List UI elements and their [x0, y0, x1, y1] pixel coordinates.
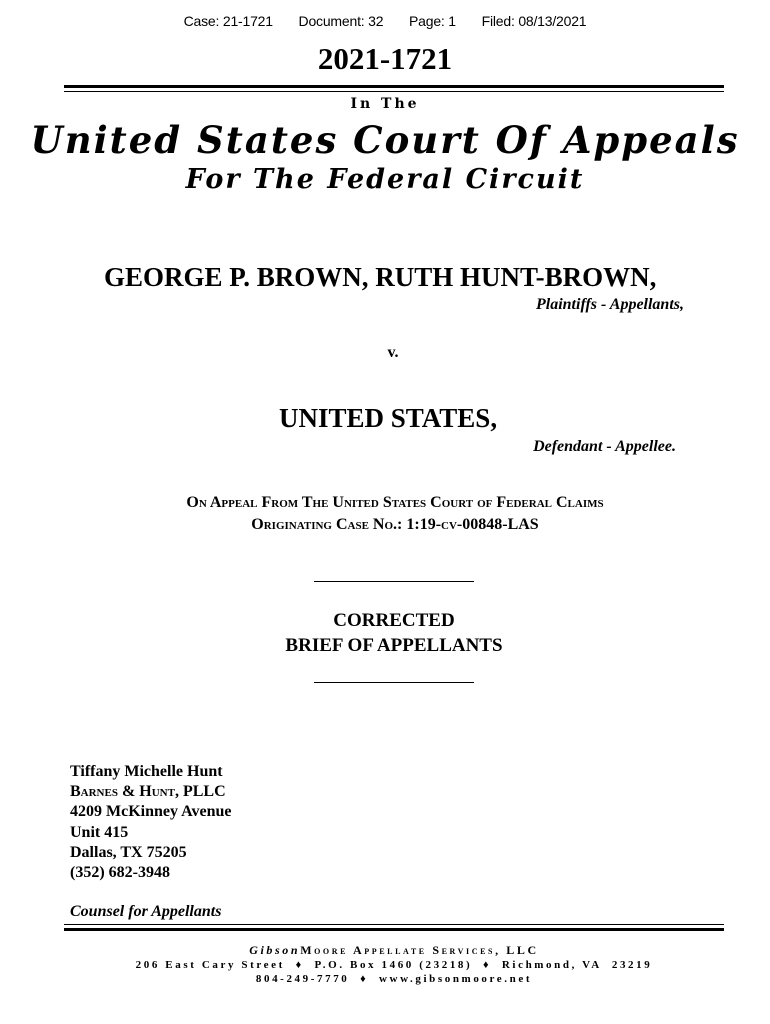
- appellants-role: Plaintiffs - Appellants,: [535, 296, 684, 313]
- top-rule-thick: [64, 85, 724, 88]
- filing-stamp: [0, 13, 770, 29]
- counsel-role: Counsel for Appellants: [70, 903, 222, 920]
- counsel-name: Tiffany Michelle Hunt: [70, 763, 223, 780]
- printer-name: [0, 943, 770, 958]
- footer-rule-thick: [64, 928, 724, 931]
- printer-contact: 804-249-7770 ♦ www.gibsonmoore.net: [255, 973, 533, 985]
- counsel-phone: (352) 682-3948: [70, 864, 170, 882]
- stamp-filed: Filed: 08/13/2021: [481, 13, 587, 29]
- counsel-unit: Unit 415: [70, 823, 129, 841]
- printer-firm-italic: Gibson: [249, 943, 301, 957]
- appellee-role: Defendant - Appellee.: [533, 438, 676, 455]
- court-name: United States Court Of Appeals: [30, 118, 740, 162]
- appellants-names: GEORGE P. BROWN, RUTH HUNT-BROWN,: [104, 262, 657, 292]
- counsel-firm: Barnes & Hunt, PLLC: [70, 783, 226, 801]
- counsel-block: [70, 762, 231, 883]
- versus: v.: [387, 344, 399, 361]
- printer-firm-rest: Moore Appellate Services, LLC: [300, 943, 539, 957]
- stamp-document: Document: 32: [298, 13, 384, 29]
- counsel-street: 4209 McKinney Avenue: [70, 803, 232, 821]
- title-rule-top: [314, 581, 474, 582]
- case-number: 2021-1721: [317, 41, 453, 76]
- printer-firm: [249, 943, 539, 957]
- court-in-the: In The: [350, 96, 420, 112]
- brief-title-corrected: CORRECTED: [333, 610, 455, 631]
- counsel-city: Dallas, TX 75205: [70, 843, 187, 861]
- footer-rule-thin: [64, 924, 724, 925]
- title-rule-bottom: [314, 682, 474, 683]
- brief-title-main: BRIEF OF APPELLANTS: [285, 635, 503, 656]
- printer-address: 206 East Cary Street ♦ P.O. Box 1460 (23218) ♦ Richmond, VA 23219: [135, 959, 653, 971]
- appeal-origin: On Appeal From The United States Court of Federal Claims: [186, 494, 604, 511]
- stamp-case: Case: 21-1721: [183, 13, 273, 29]
- top-rule-thin: [64, 91, 724, 92]
- stamp-page: Page: 1: [409, 13, 456, 29]
- appellee-name: UNITED STATES,: [279, 403, 498, 433]
- court-circuit: For The Federal Circuit: [185, 164, 585, 195]
- originating-case: Originating Case No.: 1:19-cv-00848-LAS: [251, 516, 539, 533]
